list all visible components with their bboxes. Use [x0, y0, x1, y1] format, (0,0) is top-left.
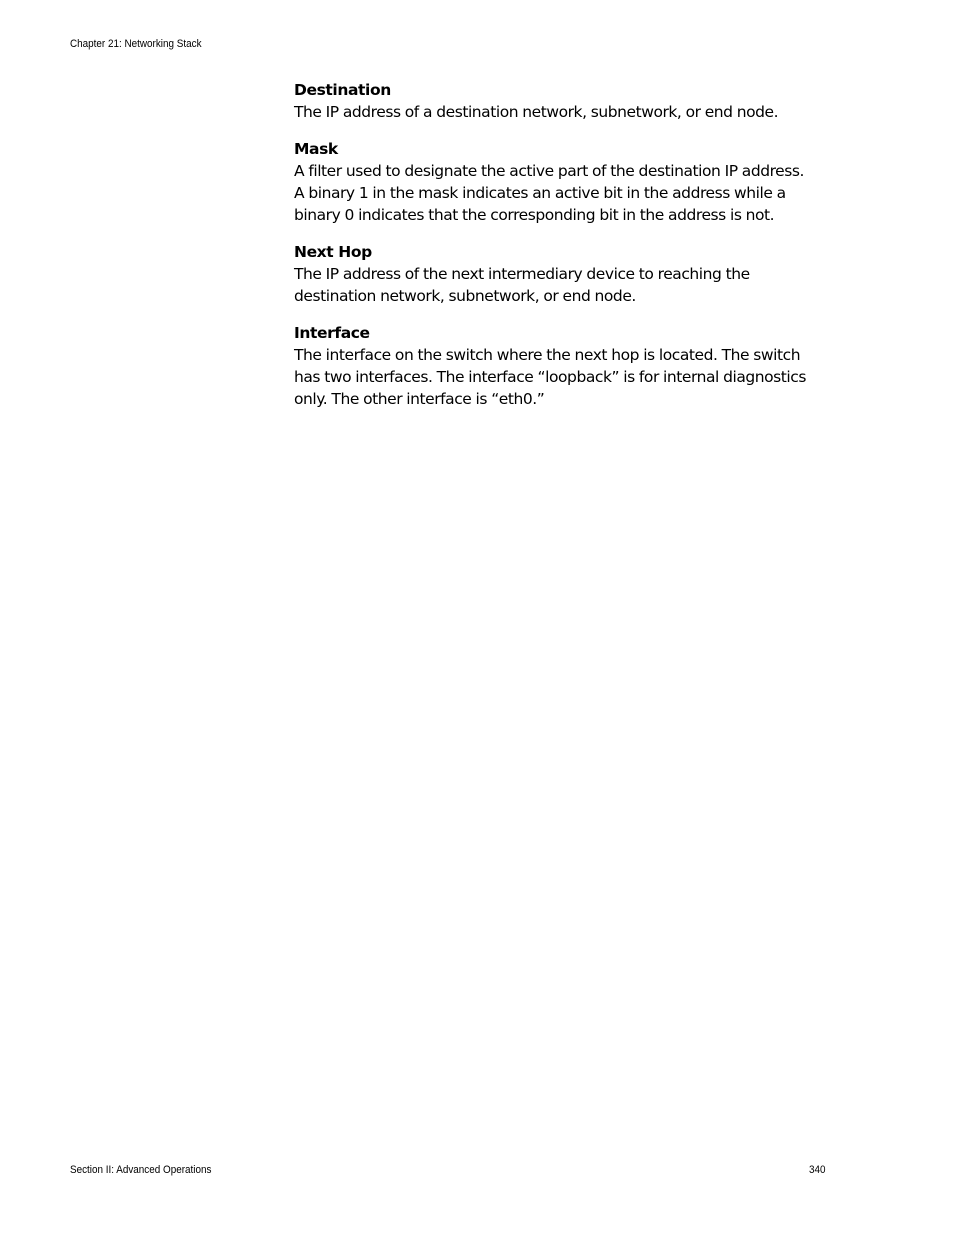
definition-destination — [294, 79, 814, 123]
definition-term: Next Hop — [294, 243, 372, 261]
definition-description: The interface on the switch where the next hop is located. The switch has two interfaces. The interface “loopback” is for internal diagnostics only. The other interface is “eth0.” — [294, 346, 806, 408]
definition-list — [294, 79, 814, 425]
definition-description: A filter used to designate the active part of the destination IP address. A binary 1 in the mask indicates an active bit in the address while a binary 0 indicates that the corresponding bit in the address is not. — [294, 162, 805, 224]
definition-term: Interface — [294, 324, 370, 342]
definition-mask — [294, 138, 814, 226]
definition-description: The IP address of the next intermediary device to reaching the destination network, subnetwork, or end node. — [294, 265, 750, 305]
definition-next-hop — [294, 241, 814, 307]
definition-term: Mask — [294, 140, 338, 158]
footer-section-title: Section II: Advanced Operations — [70, 1164, 212, 1176]
running-header: Chapter 21: Networking Stack — [70, 38, 202, 50]
definition-term: Destination — [294, 81, 391, 99]
definition-description: The IP address of a destination network, subnetwork, or end node. — [294, 103, 779, 121]
page-number: 340 — [809, 1164, 826, 1176]
definition-interface — [294, 322, 814, 410]
